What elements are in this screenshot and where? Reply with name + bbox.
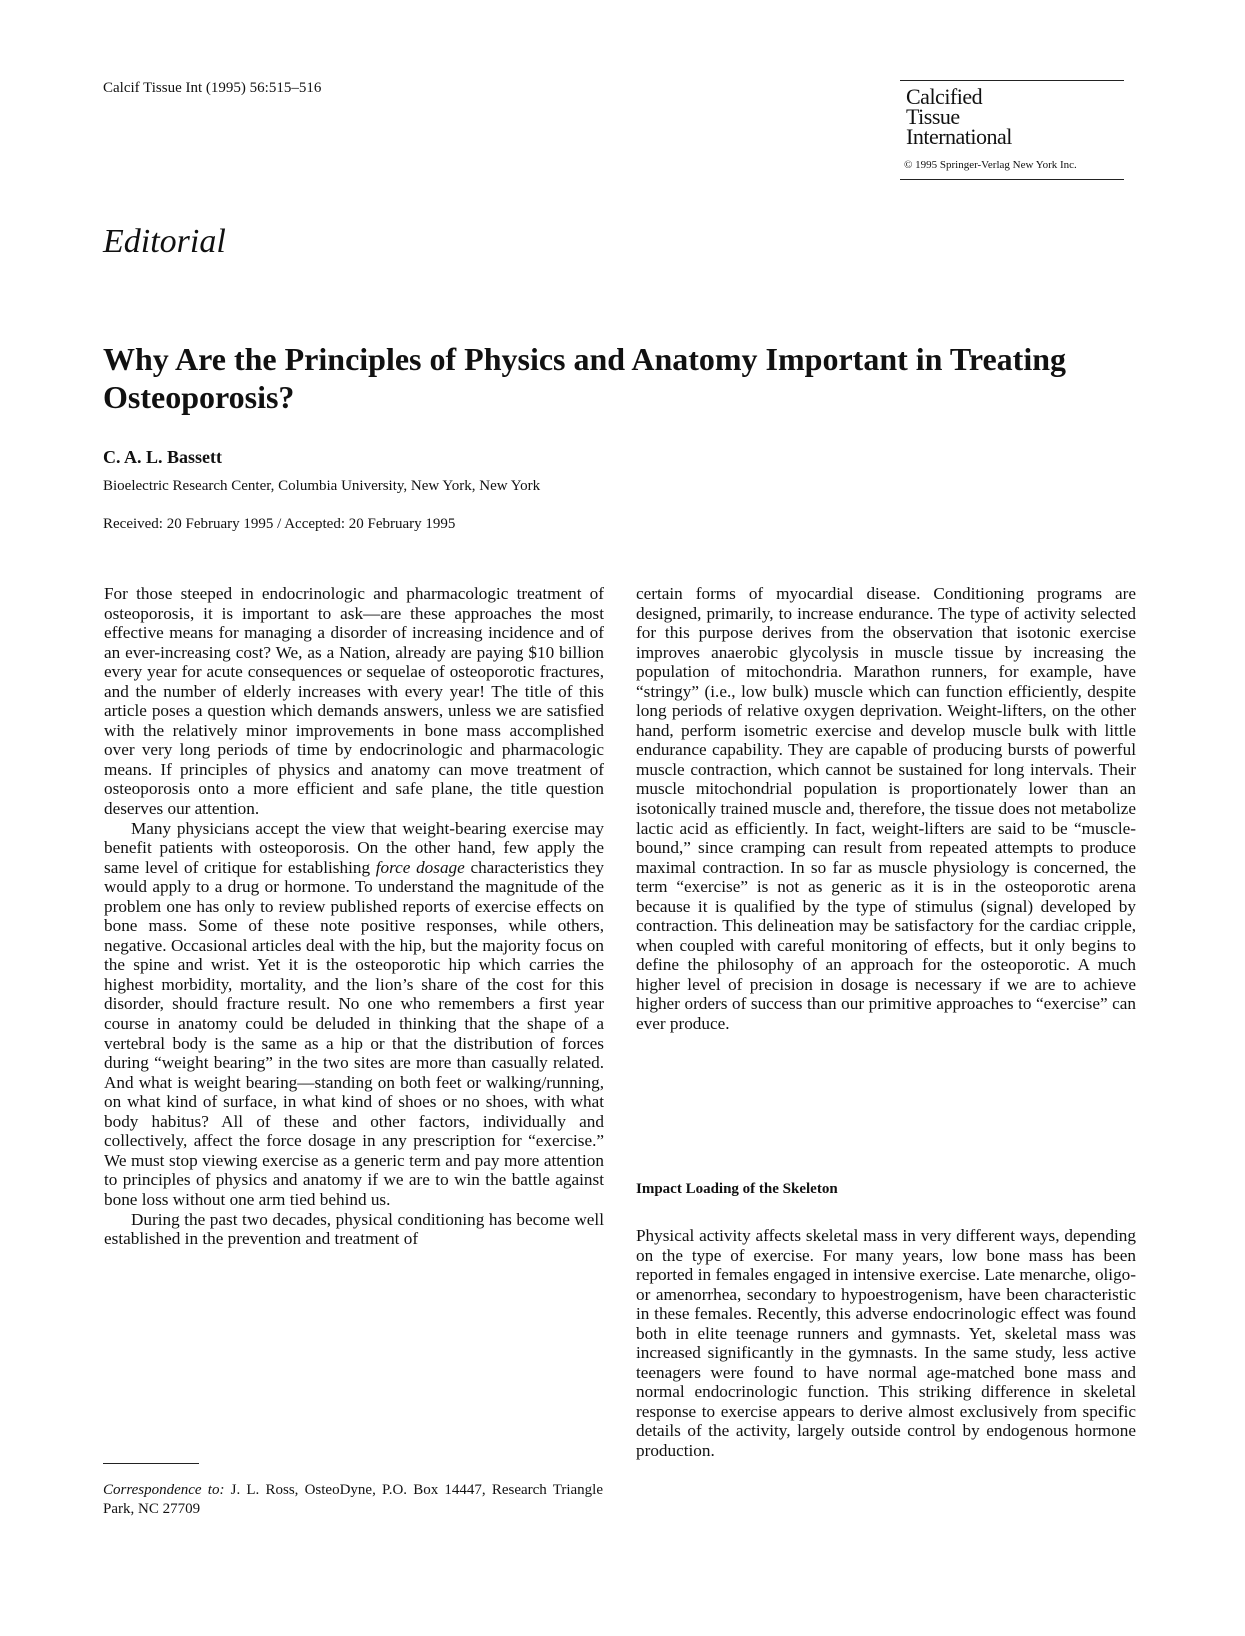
copyright-notice: © 1995 Springer-Verlag New York Inc. xyxy=(904,159,1077,171)
paragraph-2-part-a: Many physicians accept the view that weight-bearing exercise may benefit patients with osteoporosis. On the other hand, few apply the same level of critique for establishing xyxy=(104,818,604,877)
paragraph-2 xyxy=(104,819,604,1210)
journal-logo xyxy=(900,80,1124,180)
received-dates: Received: 20 February 1995 / Accepted: 20 February 1995 xyxy=(103,516,456,532)
paragraph-5: Physical activity affects skeletal mass in very different ways, depending on the type of exercise. For many years, low bone mass has been reported in females engaged in intensive exercise. Late menarche, oligo- or amenorrhea, secondary to hypoestrogenism, have been characteristic in these females. Recently, this adverse endocrinologic effect was found both in elite teenage runners and gymnasts. Yet, skeletal mass was increased significantly in the gymnasts. In the same study, less active teenagers were found to have normal age-matched bone mass and normal endocrinologic function. This striking difference in skeletal response to exercise appears to derive almost exclusively from specific details of the activity, largely outside control by endogenous hormone production. xyxy=(636,1226,1136,1461)
logo-line-2: Tissue xyxy=(906,104,960,129)
paragraph-4: certain forms of myocardial disease. Conditioning programs are designed, primarily, to increase endurance. The type of activity selected for this purpose derives from the observation that isotonic exercise improves anaerobic glycolysis in muscle tissue by increasing the population of mitochondria. Marathon runners, for example, have “stringy” (i.e., low bulk) muscle which can function efficiently, despite long periods of relative oxygen deprivation. Weight-lifters, on the other hand, perform isometric exercise and develop muscle bulk with little endurance capability. They are capable of producing bursts of powerful muscle contraction, which cannot be sustained for long intervals. Their muscle mitochondrial population is proportionately lower than an isotonically trained muscle and, therefore, the tissue does not metabolize lactic acid as efficiently. In fact, weight-lifters are said to be “muscle-bound,” since cramping can result from repeated attempts to produce maximal contraction. In so far as muscle physiology is concerned, the term “exercise” is not as generic as it is in the osteoporotic arena because it is qualified by the type of stimulus (signal) developed by contraction. This delineation may be satisfactory for the cardiac cripple, when coupled with careful monitoring of effects, but it only begins to define the philosophy of an approach for the osteoporotic. A much higher level of precision in dosage is necessary if we are to achieve higher orders of success than our primitive approaches to “exercise” can ever produce. xyxy=(636,584,1136,1034)
paragraph-1: For those steeped in endocrinologic and pharmacologic treatment of osteoporosis, it is important to ask—are these approaches the most effective means for managing a disorder of increasing incidence and of an ever-increasing cost? We, as a Nation, already are paying $10 billion every year for acute consequences or sequelae of osteoporotic fractures, and the number of elderly increases with every year! The title of this article poses a question which demands answers, unless we are satisfied with the relatively minor improvements in bone mass accomplished over very long periods of time by endocrinologic and pharmacologic means. If principles of physics and anatomy can move treatment of osteoporosis onto a more efficient and safe plane, the title question deserves our attention. xyxy=(104,584,604,819)
footnote-rule xyxy=(103,1463,199,1464)
paragraph-3: During the past two decades, physical conditioning has become well established in the prevention and treatment of xyxy=(104,1209,604,1249)
journal-citation: Calcif Tissue Int (1995) 56:515–516 xyxy=(103,80,322,96)
paragraph-2-part-b: characteristics they would apply to a drug or hormone. To understand the magnitude of the problem one has only to review published reports of exercise effects on bone mass. Some of these note positive responses, while others, negative. Occasional articles deal with the hip, but the majority focus on the spine and wrist. Yet it is the osteoporotic hip which carries the highest morbidity, mortality, and the lion’s share of the cost for this disorder, should fracture result. No one who remembers a first year course in anatomy could be deluded in thinking that the shape of a vertebral body is the same as a hip or that the distribution of forces during “weight bearing” in the two sites are more than casually related. And what is weight bearing—standing on both feet or walking/running, on what kind of surface, in what kind of shoes or no shoes, with what body habitus? All of these and other factors, individually and collectively, affect the force dosage in any prescription for “exercise.” We must stop viewing exercise as a generic term and pay more attention to principles of physics and anatomy if we are to win the battle against bone loss without one arm tied behind us. xyxy=(104,857,604,1209)
right-column-top xyxy=(636,584,1136,1034)
footnote-label: Correspondence to: xyxy=(103,1482,225,1498)
footnote-text: J. L. Ross, OsteoDyne, P.O. Box 14447, Research Triangle Park, NC 27709 xyxy=(103,1482,603,1517)
logo-line-1: Calcified xyxy=(906,84,983,109)
section-label: Editorial xyxy=(103,223,226,260)
left-column xyxy=(104,584,604,1249)
author-name: C. A. L. Bassett xyxy=(103,447,223,467)
article-title: Why Are the Principles of Physics and Anatomy Important in Treating Osteoporosis? xyxy=(103,341,1067,415)
author-affiliation: Bioelectric Research Center, Columbia University, New York, New York xyxy=(103,478,541,494)
right-column-bottom xyxy=(636,1226,1136,1461)
logo-line-3: International xyxy=(906,124,1012,149)
correspondence-footnote xyxy=(103,1481,603,1519)
paragraph-2-emphasis: force dosage xyxy=(375,857,465,877)
section-heading: Impact Loading of the Skeleton xyxy=(636,1181,838,1197)
